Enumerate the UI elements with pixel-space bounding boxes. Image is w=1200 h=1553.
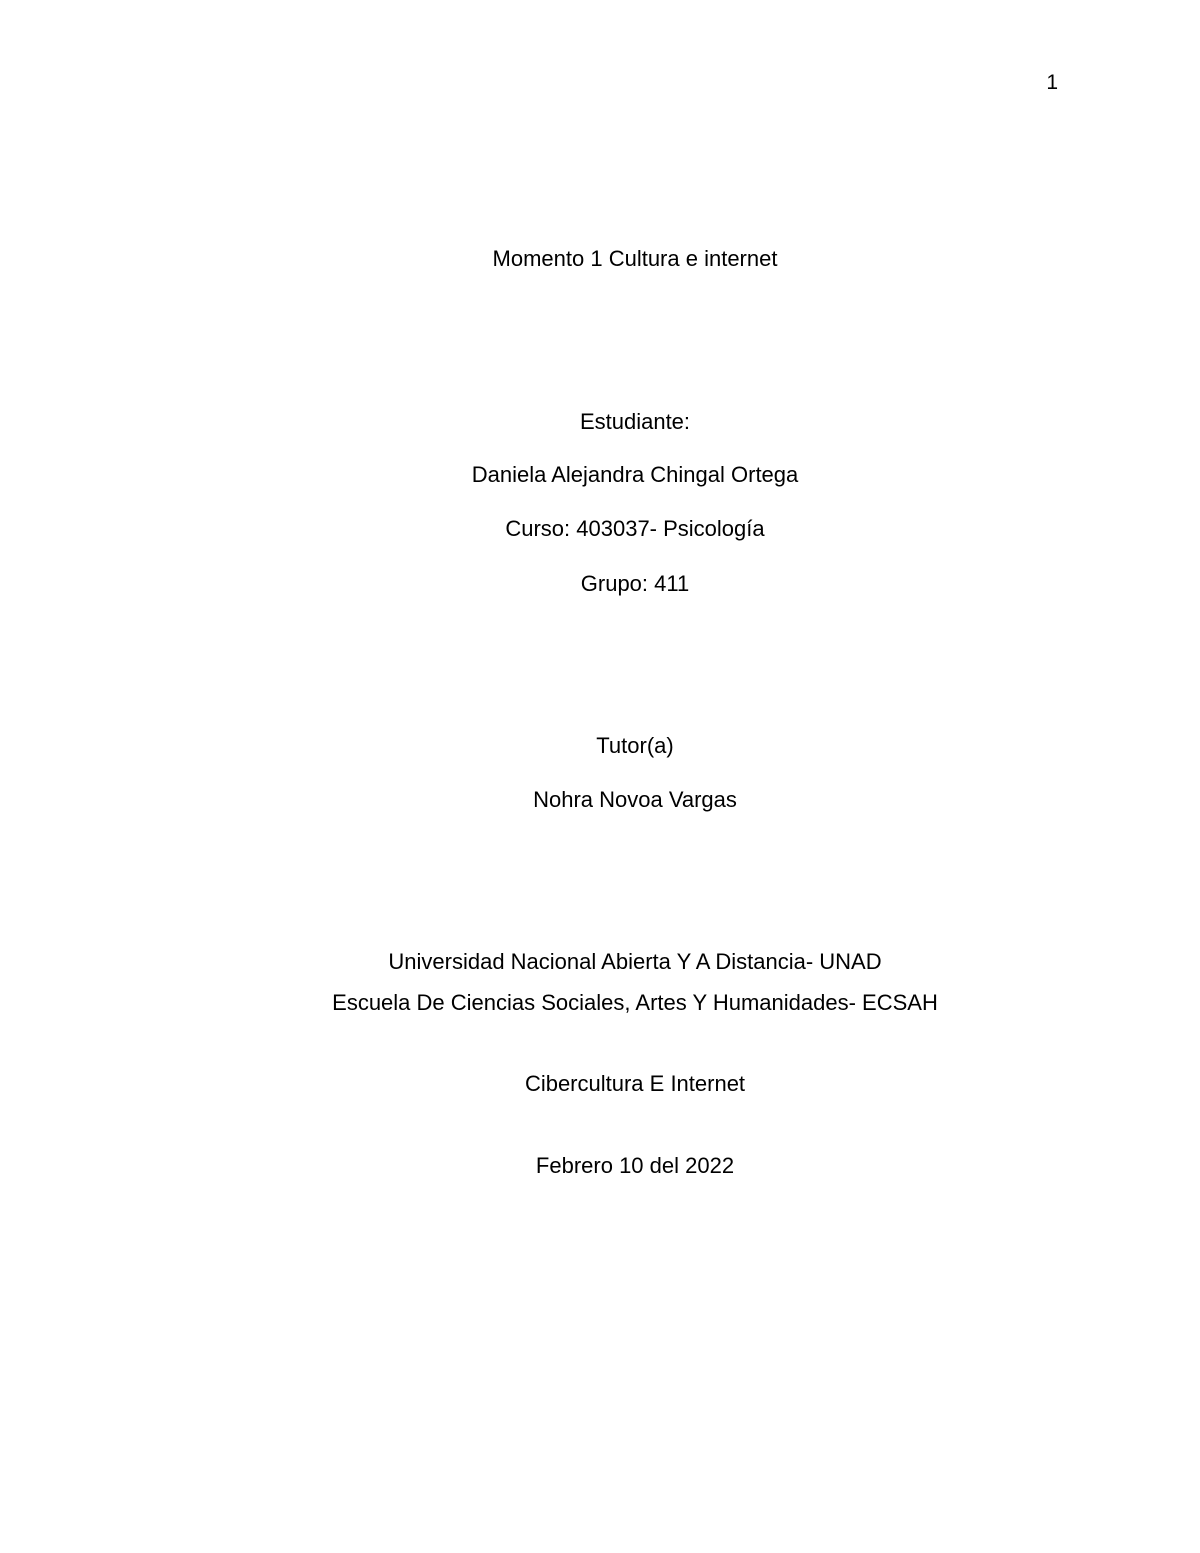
document-date: Febrero 10 del 2022	[535, 1153, 735, 1178]
student-name: Daniela Alejandra Chingal Ortega	[471, 462, 799, 487]
course-line: Curso: 403037- Psicología	[505, 516, 765, 541]
subject-name: Cibercultura E Internet	[524, 1071, 746, 1096]
page-number: 1	[1046, 71, 1058, 94]
school-name: Escuela De Ciencias Sociales, Artes Y Humanidades- ECSAH	[332, 990, 938, 1015]
student-label: Estudiante:	[579, 409, 691, 434]
university-name: Universidad Nacional Abierta Y A Distancia- UNAD	[388, 949, 882, 974]
group-line: Grupo: 411	[580, 571, 690, 596]
document-title: Momento 1 Cultura e internet	[492, 246, 778, 271]
tutor-label: Tutor(a)	[596, 733, 674, 758]
tutor-name: Nohra Novoa Vargas	[533, 787, 737, 812]
